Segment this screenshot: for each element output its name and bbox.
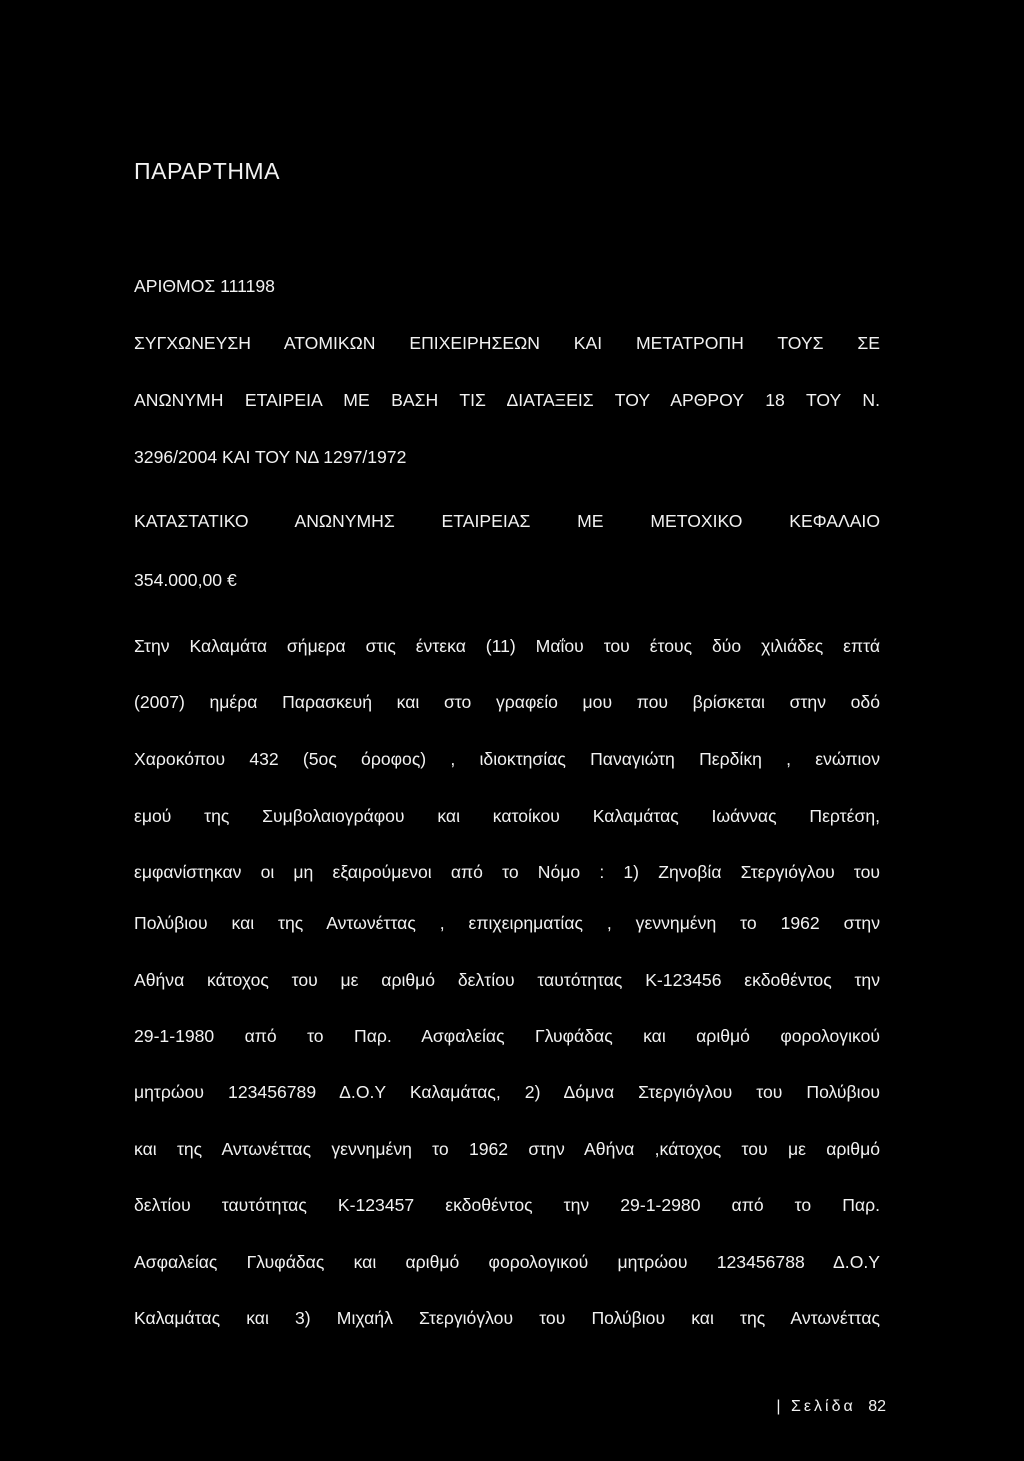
text-line: εμφανίστηκαν οι μη εξαιρούμενοι από το Νόμο : 1) Ζηνοβία Στεργιόγλου του: [134, 862, 880, 882]
text-line: Χαροκόπου 432 (5ος όροφος) , ιδιοκτησίας Παναγιώτη Περδίκη , ενώπιον: [134, 749, 880, 769]
footer-page-label: Σελίδα: [791, 1398, 856, 1415]
text-line: 29-1-1980 από το Παρ. Ασφαλείας Γλυφάδας και αριθμό φορολογικού: [134, 1026, 880, 1046]
text-line: Πολύβιου και της Αντωνέττας , επιχειρηματίας , γεννημένη το 1962 στην: [134, 913, 880, 933]
text-line: ΑΡΙΘΜΟΣ 111198: [134, 276, 275, 296]
text-line: ΣΥΓΧΩΝΕΥΣΗ ΑΤΟΜΙΚΩΝ ΕΠΙΧΕΙΡΗΣΕΩΝ ΚΑΙ ΜΕΤΑΤΡΟΠΗ ΤΟΥΣ ΣΕ: [134, 333, 880, 353]
text-line: 354.000,00 €: [134, 570, 237, 590]
text-line: και της Αντωνέττας γεννημένη το 1962 στην Αθήνα ,κάτοχος του με αριθμό: [134, 1139, 880, 1159]
footer-page-number: 82: [868, 1398, 886, 1415]
text-line: δελτίου ταυτότητας Κ-123457 εκδοθέντος την 29-1-2980 από το Παρ.: [134, 1195, 880, 1215]
text-line: Ασφαλείας Γλυφάδας και αριθμό φορολογικού μητρώου 123456788 Δ.Ο.Υ: [134, 1252, 880, 1272]
page-footer: [740, 1398, 886, 1416]
text-line: Καλαμάτας και 3) Μιχαήλ Στεργιόγλου του Πολύβιου και της Αντωνέττας: [134, 1308, 880, 1328]
text-line: ΑΝΩΝΥΜΗ ΕΤΑΙΡΕΙΑ ΜΕ ΒΑΣΗ ΤΙΣ ΔΙΑΤΑΞΕΙΣ ΤΟΥ ΑΡΘΡΟΥ 18 ΤΟΥ Ν.: [134, 390, 880, 410]
text-line: 3296/2004 ΚΑΙ ΤΟΥ ΝΔ 1297/1972: [134, 447, 407, 467]
text-line: Στην Καλαμάτα σήμερα στις έντεκα (11) Μαΐου του έτους δύο χιλιάδες επτά: [134, 636, 880, 656]
text-line: ΚΑΤΑΣΤΑΤΙΚΟ ΑΝΩΝΥΜΗΣ ΕΤΑΙΡΕΙΑΣ ΜΕ ΜΕΤΟΧΙΚΟ ΚΕΦΑΛΑΙΟ: [134, 511, 880, 531]
text-line: εμού της Συμβολαιογράφου και κατοίκου Καλαμάτας Ιωάννας Περτέση,: [134, 806, 880, 826]
text-line: μητρώου 123456789 Δ.Ο.Υ Καλαμάτας, 2) Δόμνα Στεργιόγλου του Πολύβιου: [134, 1082, 880, 1102]
footer-separator: |: [776, 1398, 781, 1415]
text-line: Αθήνα κάτοχος του με αριθμό δελτίου ταυτότητας Κ-123456 εκδοθέντος την: [134, 970, 880, 990]
page-title: ΠΑΡΑΡΤΗΜΑ: [134, 158, 280, 184]
text-line: (2007) ημέρα Παρασκευή και στο γραφείο μου που βρίσκεται στην οδό: [134, 692, 880, 712]
